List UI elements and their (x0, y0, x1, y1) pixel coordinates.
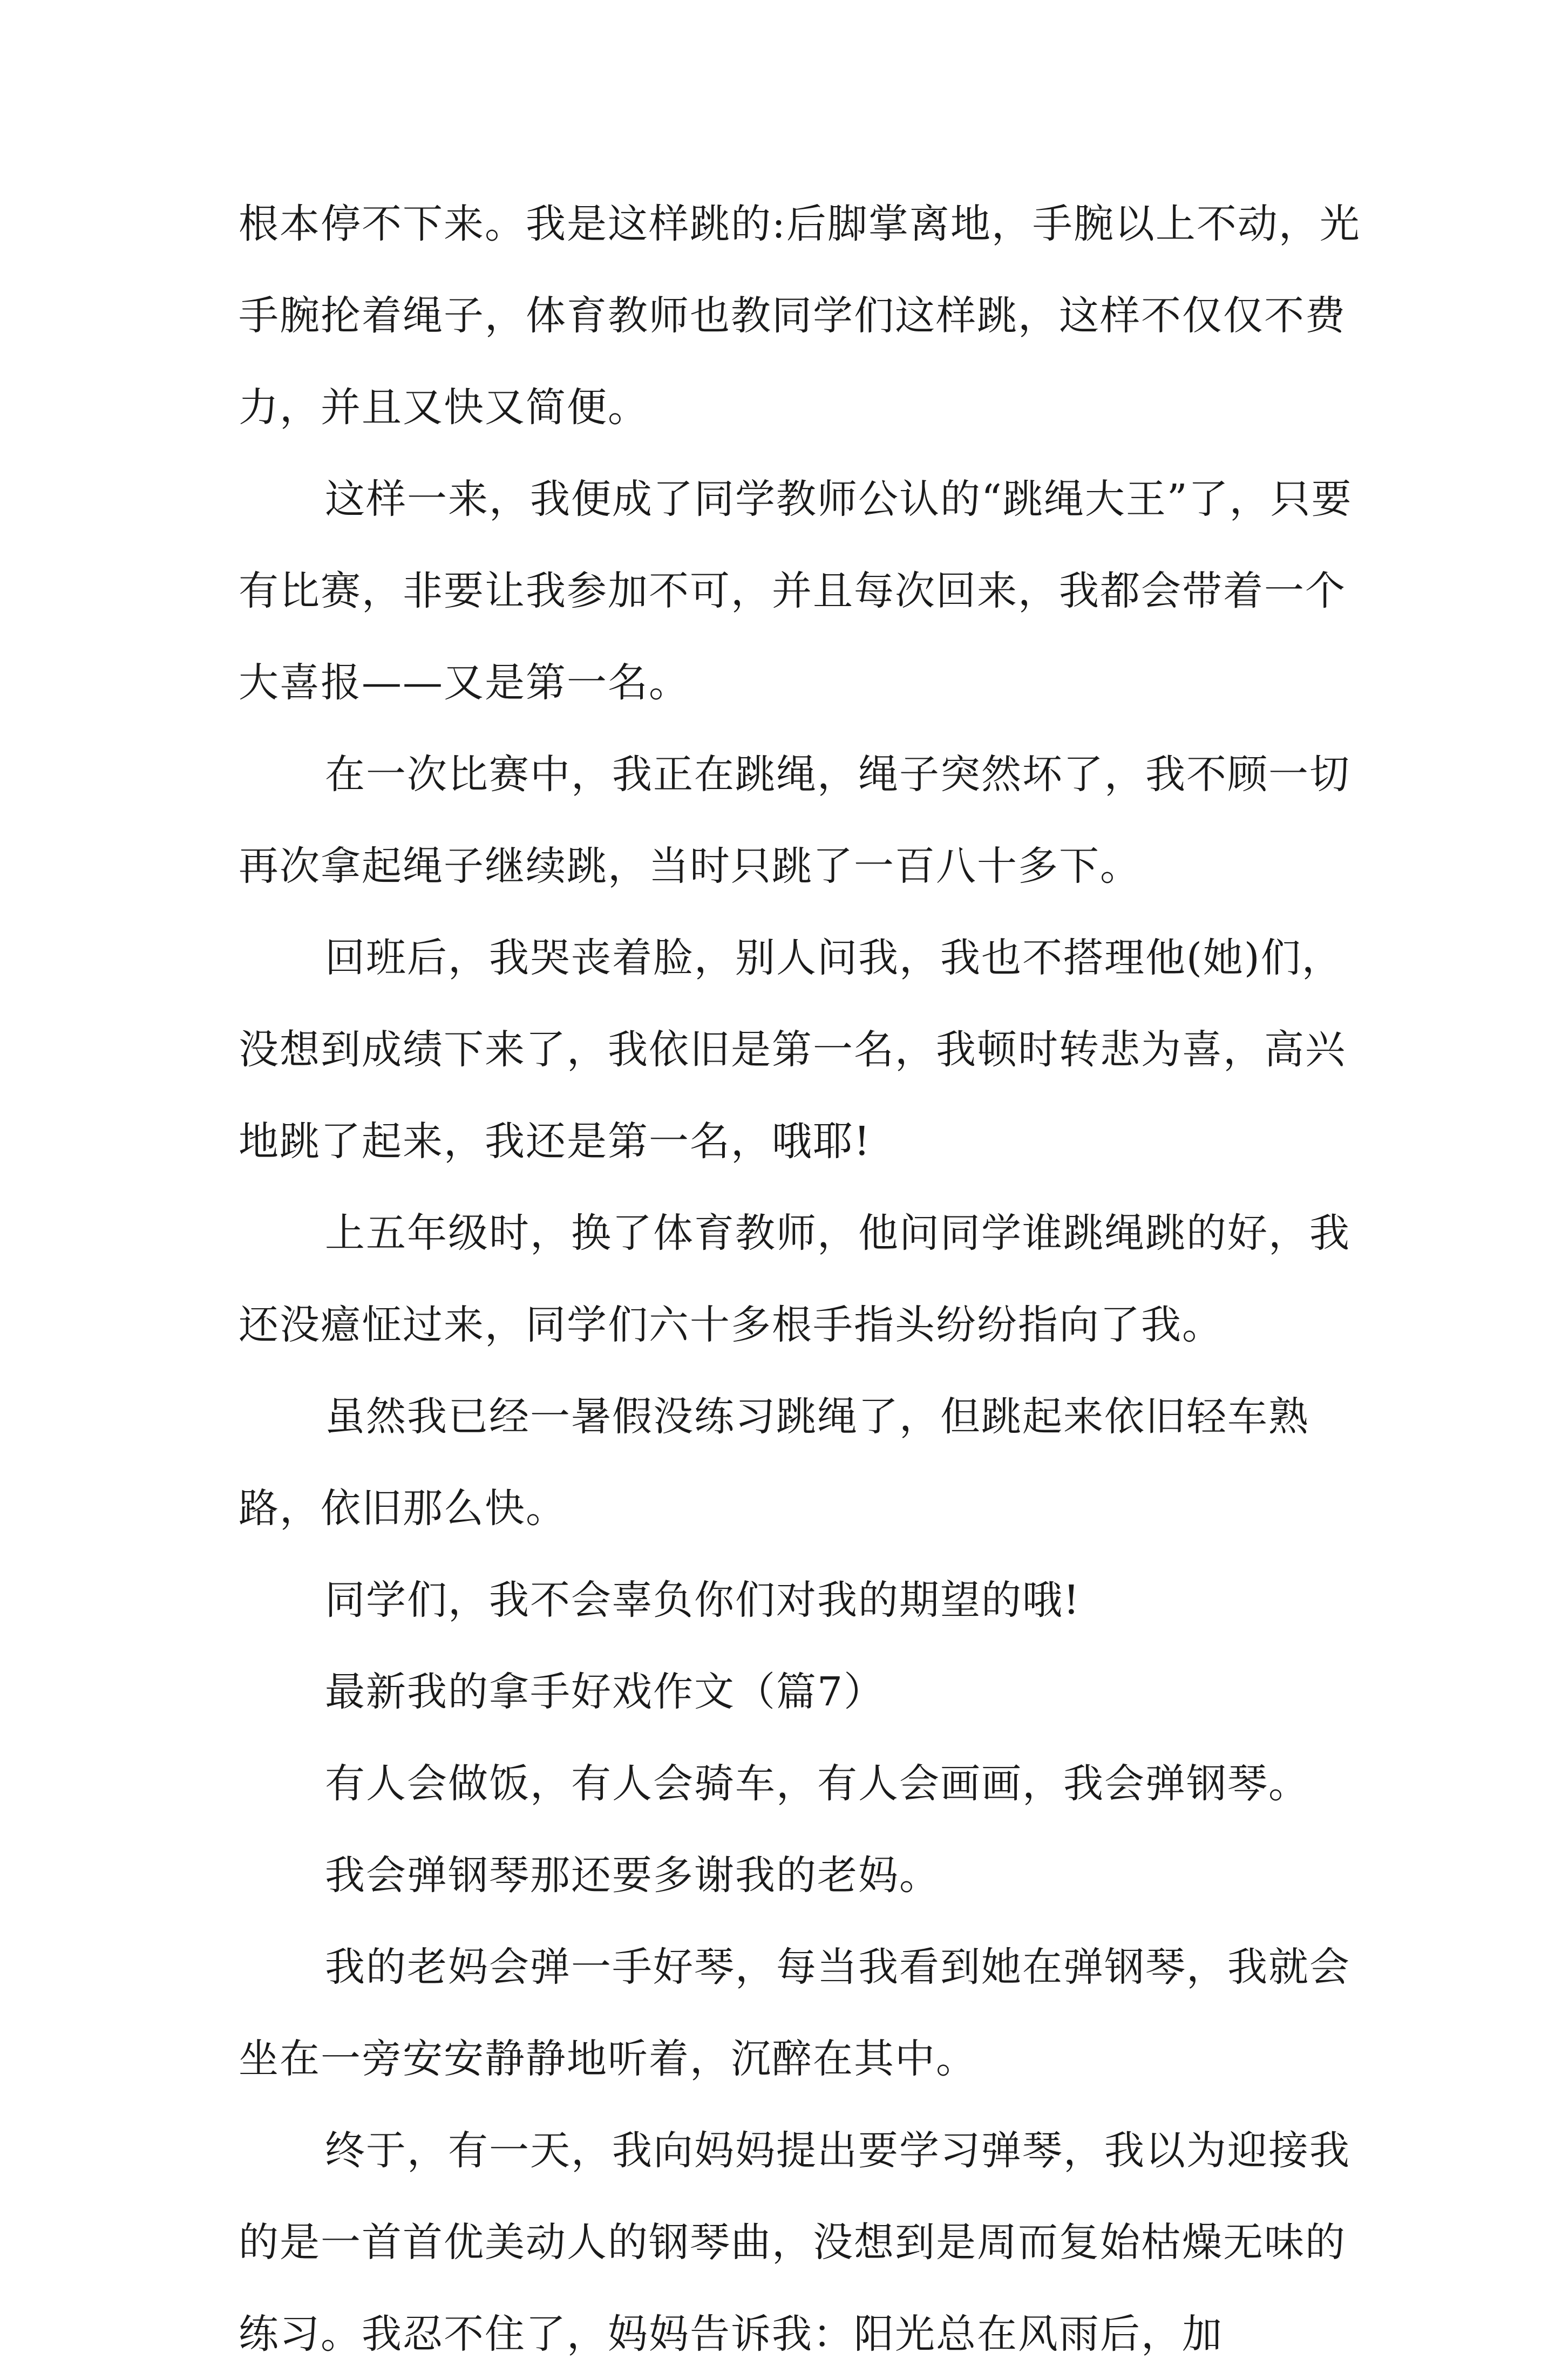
paragraph-6: 虽然我已经一暑假没练习跳绳了，但跳起来依旧轻车熟路，依旧那么快。 (239, 1393, 1309, 1532)
paragraph-11: 终于，有一天，我向妈妈提出要学习弹琴，我以为迎接我的是一首首优美动人的钢琴曲，没想到是周而复始枯燥无味的练习。我忍不住了，妈妈告诉我：阳光总在风雨后，加 (239, 2127, 1350, 2357)
paragraph-8: 有人会做饭，有人会骑车，有人会画画，我会弹钢琴。 (325, 1760, 1309, 1807)
paragraph-9: 我会弹钢琴那还要多谢我的老妈。 (325, 1852, 940, 1899)
body-text (239, 178, 1361, 2380)
paragraph-7: 同学们，我不会辜负你们对我的期望的哦! (325, 1577, 1081, 1623)
paragraph-3: 在一次比赛中，我正在跳绳，绳子突然坏了，我不顾一切再次拿起绳子继续跳，当时只跳了一百八十多下。 (239, 751, 1350, 889)
section-heading: 最新我的拿手好戏作文（篇7） (325, 1669, 885, 1715)
paragraph-1: 根本停不下来。我是这样跳的:后脚掌离地，手腕以上不动，光手腕抡着绳子，体育教师也教同学们这样跳，这样不仅仅不费力，并且又快又简便。 (239, 201, 1361, 431)
paragraph-10: 我的老妈会弹一手好琴，每当我看到她在弹钢琴，我就会坐在一旁安安静静地听着，沉醉在其中。 (239, 1944, 1350, 2082)
paragraph-4: 回班后，我哭丧着脸，别人问我，我也不搭理他(她)们，没想到成绩下来了，我依旧是第一名，我顿时转悲为喜，高兴地跳了起来，我还是第一名，哦耶! (239, 935, 1346, 1165)
paragraph-5: 上五年级时，换了体育教师，他问同学谁跳绳跳的好，我还没癔怔过来，同学们六十多根手指头纷纷指向了我。 (239, 1210, 1350, 1348)
paragraph-2: 这样一来，我便成了同学教师公认的“跳绳大王”了，只要有比赛，非要让我参加不可，并且每次回来，我都会带着一个大喜报——又是第一名。 (239, 476, 1353, 706)
